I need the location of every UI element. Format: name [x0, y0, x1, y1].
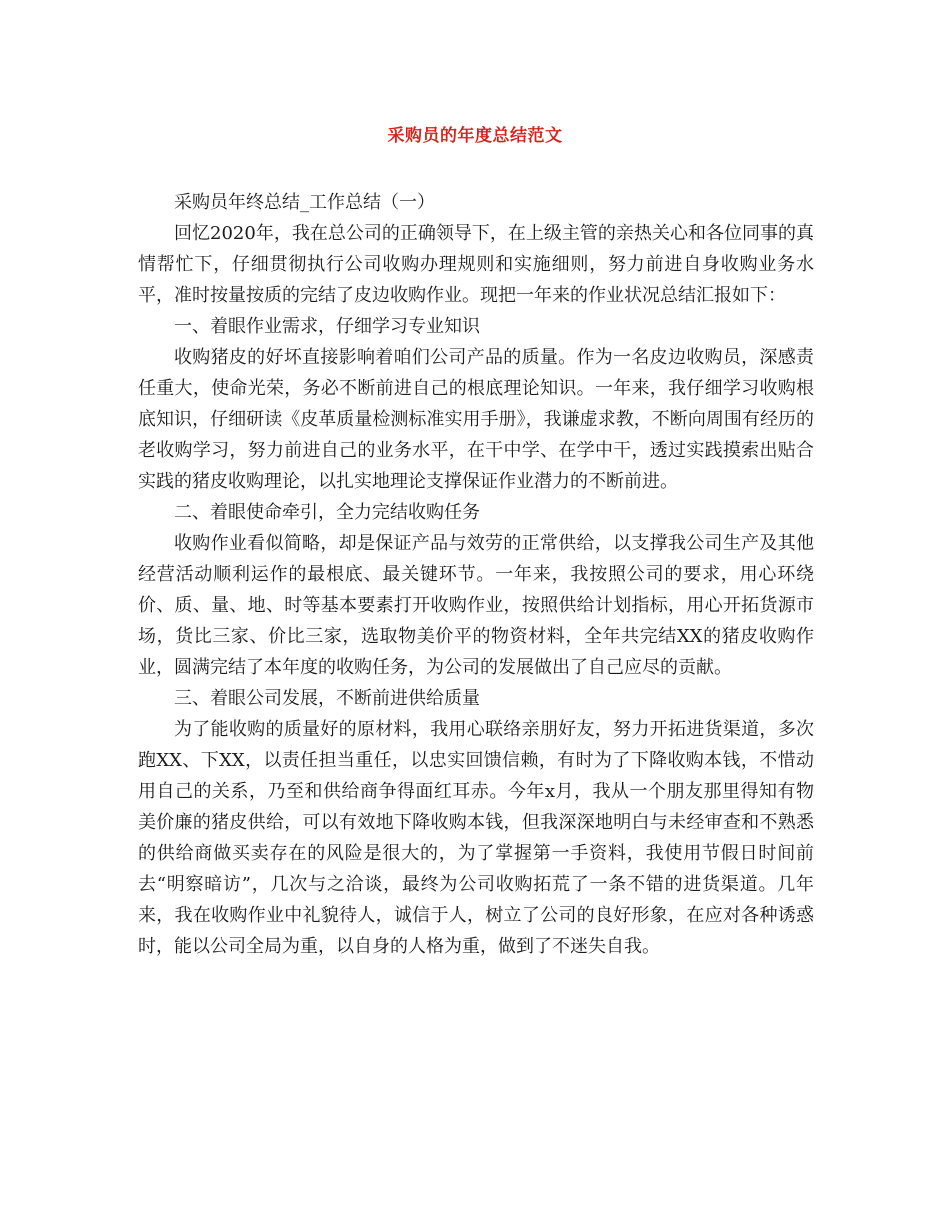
section-heading: 采购员年终总结_工作总结（一）	[174, 192, 435, 213]
paragraph: 为了能收购的质量好的原材料，我用心联络亲朋好友，努力开拓进货渠道，多次跑XX、下XX，以责任担当重任，以忠实回馈信赖，有时为了下降收购本钱，不惜动用自己的关系，乃至和供给商争得面红耳赤。今年x月，我从一个朋友那里得知有物美价廉的猪皮供给，可以有效地下降收购本钱，但我深深地明白与未经审查和不熟悉的供给商做买卖存在的风险是很大的，为了掌握第一手资料，我使用节假日时间前去“明察暗访”，几次与之洽谈，最终为公司收购拓荒了一条不错的进货渠道。几年来，我在收购作业中礼貌待人，诚信于人，树立了公司的良好形象，在应对各种诱惑时，能以公司全局为重，以自身的人格为重，做到了不迷失自我。	[138, 719, 814, 957]
section-heading: 一、着眼作业需求，仔细学习专业知识	[174, 316, 480, 337]
paragraph: 回忆2020年，我在总公司的正确领导下，在上级主管的亲热关心和各位同事的真情帮忙下，仔细贯彻执行公司收购办理规则和实施细则，努力前进自身收购业务水平，准时按量按质的完结了皮边收购作业。现把一年来的作业状况总结汇报如下：	[138, 223, 814, 306]
paragraph: 收购作业看似简略，却是保证产品与效劳的正常供给，以支撑我公司生产及其他经营活动顺利运作的最根底、最关键环节。一年来，我按照公司的要求，用心环绕价、质、量、地、时等基本要素打开收购作业，按照供给计划指标，用心开拓货源市场，货比三家、价比三家，选取物美价平的物资材料，全年共完结XX的猪皮收购作业，圆满完结了本年度的收购任务，为公司的发展做出了自己应尽的贡献。	[138, 533, 814, 678]
section-heading: 二、着眼使命牵引，全力完结收购任务	[174, 502, 480, 523]
document-body	[138, 187, 814, 962]
document-title: 采购员的年度总结范文	[387, 126, 563, 146]
section-heading: 三、着眼公司发展，不断前进供给质量	[174, 688, 480, 709]
paragraph: 收购猪皮的好坏直接影响着咱们公司产品的质量。作为一名皮边收购员，深感责任重大，使命光荣，务必不断前进自己的根底理论知识。一年来，我仔细学习收购根底知识，仔细研读《皮革质量检测标准实用手册》，我谦虚求教，不断向周围有经历的老收购学习，努力前进自己的业务水平，在干中学、在学中干，透过实践摸索出贴合实践的猪皮收购理论，以扎实地理论支撑保证作业潜力的不断前进。	[138, 347, 814, 492]
